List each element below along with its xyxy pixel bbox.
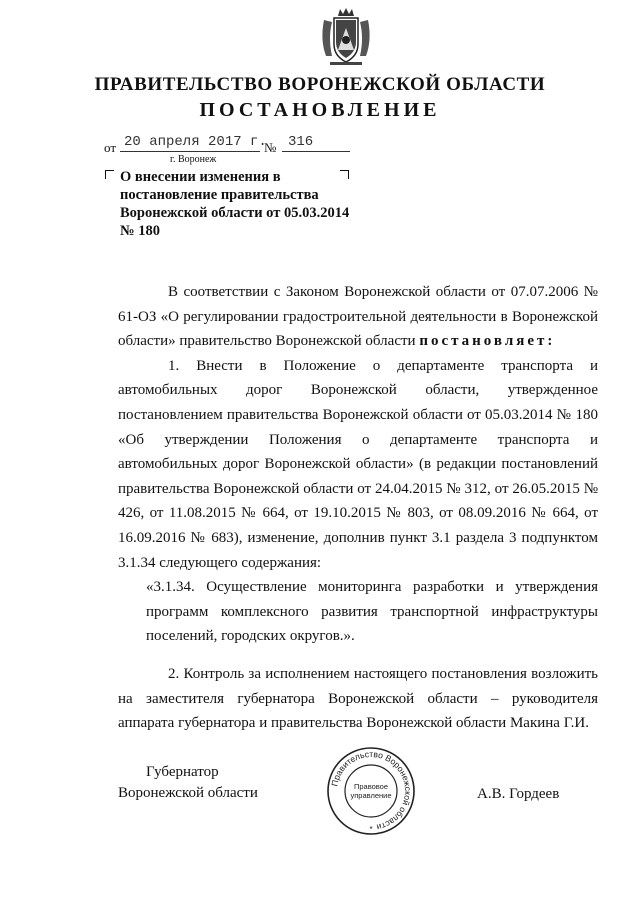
document-body (118, 280, 598, 736)
paragraph-item-1: 1. Внести в Положение о департаменте транспорта и автомобильных дорог Воронежской области, утвержденное постановлением правительства Воронежской области от 05.03.2014 № 180 «Об утверждении Положения о департаменте транспорта и автомобильных дорог Воронежской области» (в редакции постановлений правительства Воронежской области от 24.04.2015 № 312, от 26.05.2015 № 426, от 11.08.2015 № 664, от 19.10.2015 № 803, от 08.09.2016 № 664, от 16.09.2016 № 683), изменение, дополнив пункт 3.1 раздела 3 подпунктом 3.1.34 следующего содержания: (118, 357, 598, 571)
subject-corner-left (105, 170, 114, 179)
document-subject: О внесении изменения в постановление правительства Воронежской области от 05.03.2014 № 180 (120, 169, 350, 239)
paragraph-quoted-amendment: «3.1.34. Осуществление мониторинга разработки и утверждения программ комплексного развития транспортной инфраструктуры поселений, городских округов.». (146, 579, 598, 645)
stamp-star-icon: * (369, 825, 373, 834)
stamp-ring-text: Правительство Воронежской области (329, 748, 414, 833)
registration-number: 316 (288, 134, 314, 150)
stamp-center-line2: управление (350, 791, 392, 800)
resolves-keyword: постановляет: (419, 333, 556, 350)
registration-date: 20 апреля 2017 г. (124, 134, 267, 150)
signatory-name: А.В. Гордеев (477, 786, 560, 802)
signatory-title (118, 762, 258, 804)
city-label: г. Воронеж (170, 154, 217, 165)
date-underline (120, 151, 260, 152)
document-type-title: ПОСТАНОВЛЕНИЕ (199, 99, 441, 121)
number-underline (282, 151, 350, 152)
paragraph-item-2: 2. Контроль за исполнением настоящего постановления возложить на заместителя губернатора Воронежской области – руководителя аппарата губернатора и правительства Воронежской области Макина Г.И. (118, 665, 598, 732)
number-sign: № (264, 140, 277, 155)
date-prefix: от (104, 140, 117, 155)
organization-title: ПРАВИТЕЛЬСТВО ВОРОНЕЖСКОЙ ОБЛАСТИ (94, 74, 546, 95)
registration-row (104, 136, 364, 156)
signatory-title-line1: Губернатор (146, 764, 219, 780)
coat-of-arms-emblem (318, 6, 374, 68)
stamp-center-line1: Правовое (353, 782, 389, 791)
official-stamp (326, 746, 416, 836)
preamble-text: В соответствии с Законом Воронежской области от 07.07.2006 № 61-ОЗ «О регулировании градостроительной деятельности в Воронежской области» правительство Воронежской области (118, 284, 598, 350)
paragraph-preamble (118, 280, 598, 354)
signatory-title-line2: Воронежской области (118, 785, 258, 801)
